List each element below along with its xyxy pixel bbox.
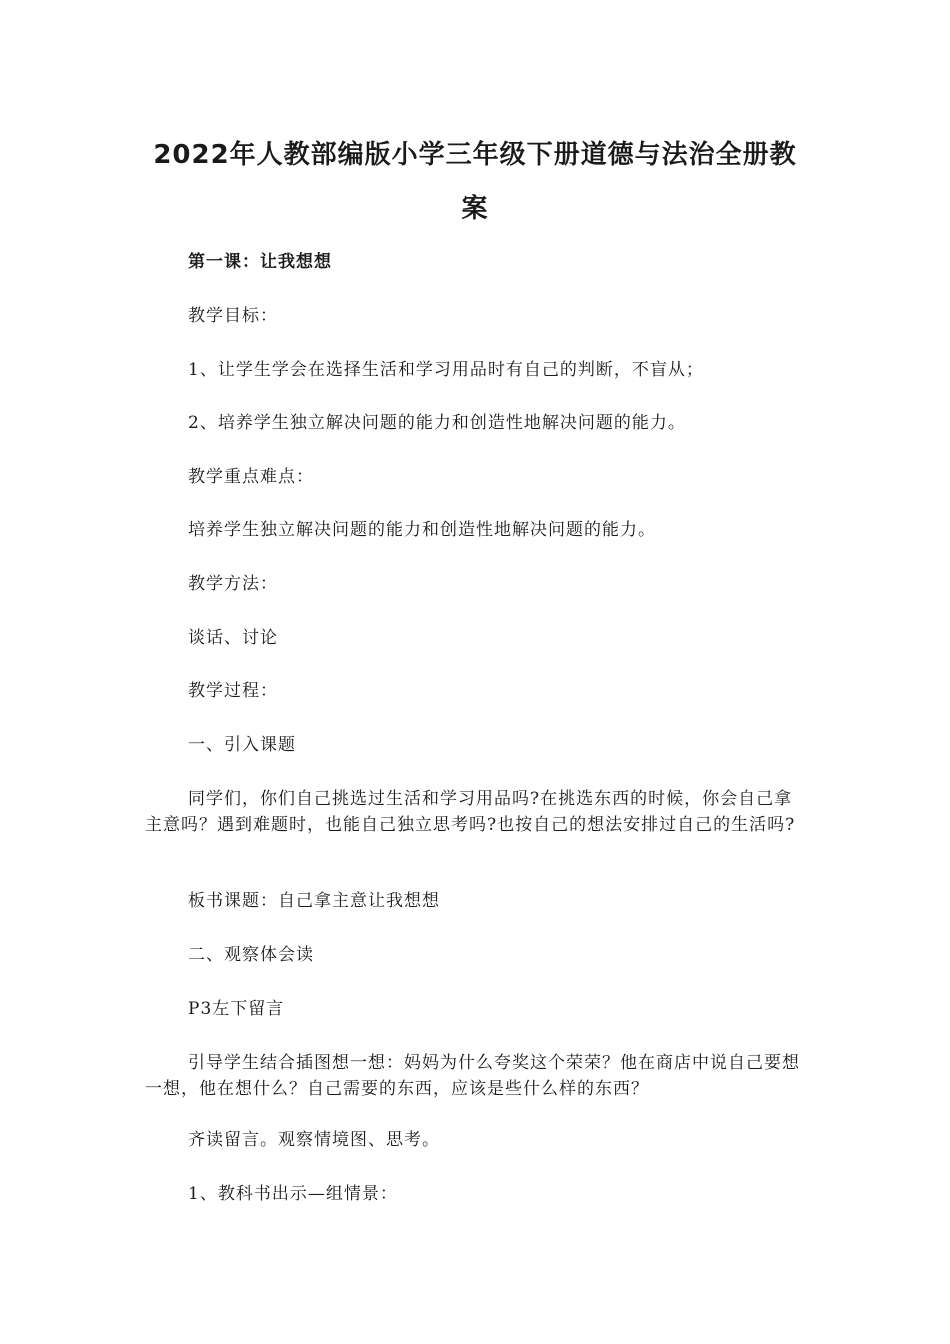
paragraph: 1、让学生学会在选择生活和学习用品时有自己的判断，不盲从；: [188, 360, 704, 380]
paragraph: 教学过程：: [188, 681, 278, 701]
paragraph: 谈话、讨论: [188, 628, 278, 648]
paragraph: 教学目标：: [188, 306, 278, 326]
lesson-heading: 第一课：让我想想: [188, 252, 332, 272]
paragraph: 同学们，你们自己挑选过生活和学习用品吗?在挑选东西的时候，你会自己拿主意吗？遇到难题时，也能自己独立思考吗?也按自己的想法安排过自己的生活吗?: [145, 789, 796, 835]
document-title: 2022年人教部编版小学三年级下册道德与法治全册教案: [153, 140, 797, 224]
paragraph: 一、引入课题: [188, 735, 296, 755]
paragraph: 板书课题：自己拿主意让我想想: [188, 891, 440, 911]
paragraph: 教学重点难点：: [188, 467, 314, 487]
paragraph: 2、培养学生独立解决问题的能力和创造性地解决问题的能力。: [188, 413, 686, 433]
paragraph: 培养学生独立解决问题的能力和创造性地解决问题的能力。: [188, 520, 656, 540]
paragraph: 齐读留言。观察情境图、思考。: [188, 1130, 440, 1150]
paragraph: 教学方法：: [188, 574, 278, 594]
paragraph: P3左下留言: [188, 999, 285, 1019]
paragraph: 二、观察体会读: [188, 945, 314, 965]
paragraph: 1、教科书出示—组情景：: [188, 1184, 398, 1204]
paragraph: 引导学生结合插图想一想：妈妈为什么夸奖这个荣荣？他在商店中说自己要想一想，他在想什么？自己需要的东西，应该是些什么样的东西？: [145, 1053, 800, 1099]
